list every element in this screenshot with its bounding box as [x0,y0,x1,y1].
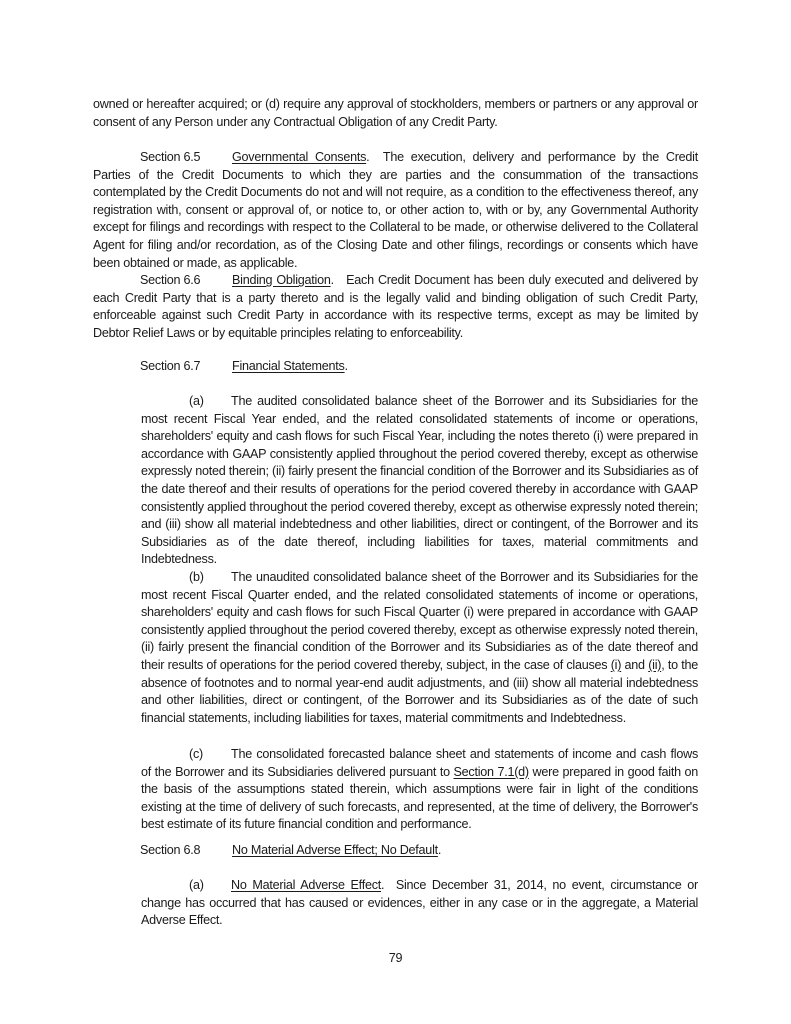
section-title: Financial Statements [232,359,345,373]
page-number: 79 [388,951,403,965]
section-7-1-d-ref: Section 7.1(d) [453,764,529,779]
subsection-label: (c) [189,747,203,761]
section-title: Governmental Consents [232,150,367,164]
subsection-body: The audited consolidated balance sheet of the Borrower and its Subsidiaries for the most recent Fiscal Year ended, and the related consolidated statements of income or operations, shareholders' equity and cash flows for such Fiscal Year, including the notes thereto (i) were prepared in accordance with GAAP consistently applied throughout the period covered thereby, except as otherwise expressly noted therein; (ii) fairly present the financial condition of the Borrower and its Subsidiaries as of the date thereof and their results of operations for the period covered thereby in accordance with GAAP consistently applied throughout the period covered thereby, except as otherwise expressly noted therein; and (iii) show all material indebtedness and other liabilities, direct or contingent, of the Borrower and its Subsidiaries as of the date thereof, including liabilities for taxes, material commitments and Indebtedness. [141,394,698,567]
section-number: Section 6.7 [140,359,201,373]
section-6-5 [93,149,698,272]
section-6-8-heading: Section 6.8 No Material Adverse Effect; No Default. [93,842,698,860]
subsection-label: (b) [189,570,204,584]
opening-paragraph-text: owned or hereafter acquired; or (d) require any approval of stockholders, members or partners or any approval or consent of any Person under any Contractual Obligation of any Credit Party. [93,97,698,129]
section-6-6 [93,272,698,342]
section-body: Each Credit Document has been duly executed and delivered by each Credit Party that is a party thereto and is the legally valid and binding obligation of such Credit Party, enforceable against such Credit Party in accordance with its respective terms, except as may be limited by Debtor Relief Laws or by equitable principles relating to enforceability. [93,273,698,340]
subsection-title: No Material Adverse Effect [231,878,382,892]
section-body: The execution, delivery and performance by the Credit Parties of the Credit Documents to which they are parties and the consummation of the transactions contemplated by the Credit Documents do not and will not require, as a condition to the effectiveness thereof, any registration with, consent or approval of, or notice to, or other action to, with or by, any Governmental Authority except for filings and recordings with respect to the Collateral to be made, or otherwise delivered to the Collateral Agent for filing and/or recordation, as of the Closing Date and other filings, recordings or consents which have been obtained or made, as applicable. [93,150,698,270]
section-number: Section 6.6 [140,273,201,287]
subsection-label: (a) [189,878,204,892]
section-6-7-a [141,393,698,569]
section-6-5-paragraph: Section 6.5 Governmental Consents. The execution, delivery and performance by the Credit Parties of the Credit Documents to which they are parties and the consummation of the transactions contemplated by the Credit Documents do not and will not require, as a condition to the effectiveness thereof, any registration with, consent or approval of, or notice to, or other action to, with or by, any Governmental Authority except for filings and recordings with respect to the Collateral to be made, or otherwise delivered to the Collateral Agent for filing and/or recordation, as of the Closing Date and other filings, recordings or consents which have been obtained or made, as applicable. [93,150,698,270]
section-6-8-a: (a) No Material Adverse Effect. Since December 31, 2014, no event, circumstance or change has occurred that has caused or evidences, either in any case or in the aggregate, a Material Adverse Effect. [141,878,698,928]
clause-ref-ii: (ii) [648,657,662,672]
subsection-label: (a) [189,394,204,408]
section-number: Section 6.8 [140,843,201,857]
section-6-7-heading: Section 6.7 Financial Statements. [93,358,698,376]
section-number: Section 6.5 [140,150,201,164]
section-title: No Material Adverse Effect; No Default [232,843,438,857]
opening-paragraph [93,96,698,131]
clause-ref-i: (i) [610,657,622,672]
section-6-7-b: (b) The unaudited consolidated balance sheet of the Borrower and its Subsidiaries for the most recent Fiscal Quarter ended, and the related consolidated statements of income or operations, shareholders' equity and cash flows for such Fiscal Quarter (i) were prepared in accordance with GAAP consistently applied throughout the period covered thereby, except as otherwise expressly noted therein, (ii) fairly present the financial condition of the Borrower and its Subsidiaries as of the date thereof and their results of operations for the period covered thereby, subject, in the case of clauses (i) and (ii), to the absence of footnotes and to normal year-end audit adjustments, and (iii) show all material indebtedness and other liabilities, direct or contingent, of the Borrower and its Subsidiaries as of the date of such financial statements, including liabilities for taxes, material commitments and Indebtedness. [141,570,698,725]
section-6-6-paragraph: Section 6.6 Binding Obligation. Each Credit Document has been duly executed and delivered by each Credit Party that is a party thereto and is the legally valid and binding obligation of such Credit Party, enforceable against such Credit Party in accordance with its respective terms, except as may be limited by Debtor Relief Laws or by equitable principles relating to enforceability. [93,273,698,340]
section-title: Binding Obligation [232,273,331,287]
section-6-7-c: (c) The consolidated forecasted balance sheet and statements of income and cash flows of the Borrower and its Subsidiaries delivered pursuant to Section 7.1(d) were prepared in good faith on the basis of the assumptions stated therein, which assumptions were fair in light of the conditions existing at the time of delivery of such forecasts, and represented, at the time of delivery, the Borrower's best estimate of its future financial condition and performance. [141,747,699,832]
